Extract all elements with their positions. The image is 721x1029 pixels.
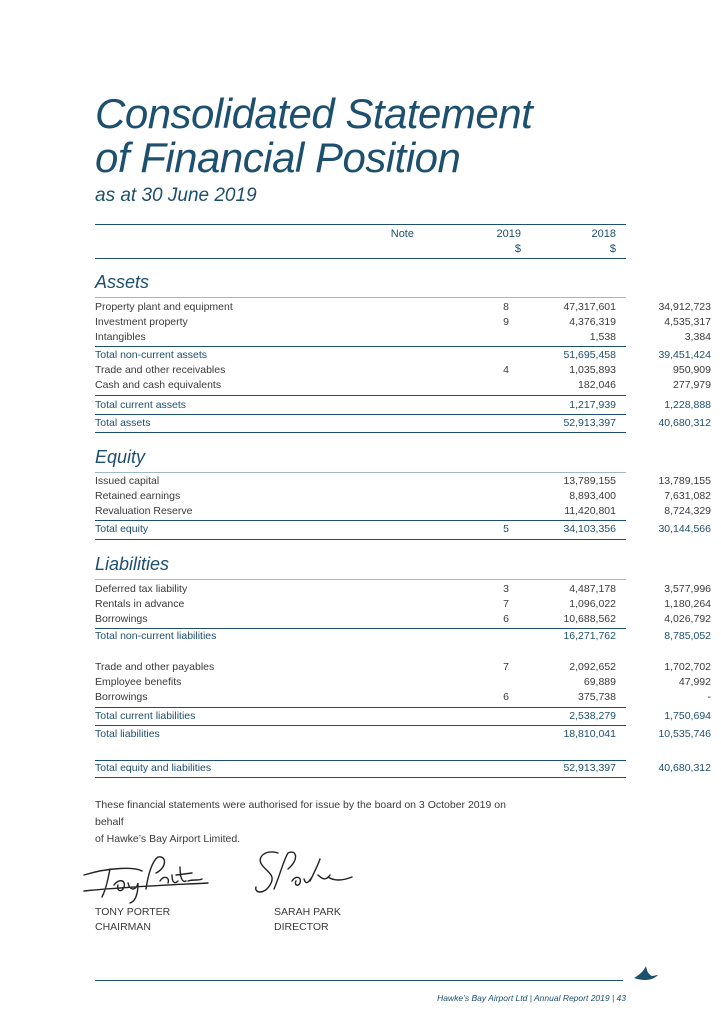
- row-value-2018: 10,535,746: [658, 728, 711, 740]
- row-value-2018: 4,026,792: [664, 613, 711, 625]
- table-row: [95, 597, 711, 612]
- row-value-2018: 1,750,694: [664, 710, 711, 722]
- total-rule: [95, 432, 626, 433]
- table-row: [95, 378, 711, 393]
- row-label: Cash and cash equivalents: [95, 379, 222, 391]
- title-line-2: of Financial Position: [95, 134, 461, 181]
- row-value-2018: 1,228,888: [664, 399, 711, 411]
- page-subtitle: as at 30 June 2019: [95, 185, 257, 206]
- row-value-2018: 3,577,996: [664, 583, 711, 595]
- row-value-2018: 7,631,082: [664, 490, 711, 502]
- signatory-name: TONY PORTER: [95, 906, 171, 918]
- table-row: [95, 675, 711, 690]
- row-value-2019: 1,538: [589, 331, 616, 343]
- title-line-1: Consolidated Statement: [95, 90, 533, 137]
- signatory-name: SARAH PARK: [274, 906, 341, 918]
- subtotal-rule: [95, 520, 626, 521]
- row-value-2018: -: [707, 691, 711, 703]
- row-value-2018: 277,979: [673, 379, 711, 391]
- row-label: Employee benefits: [95, 676, 182, 688]
- row-value-2019: 8,893,400: [569, 490, 616, 502]
- row-label: Total liabilities: [95, 728, 160, 740]
- row-value-2019: 10,688,562: [563, 613, 616, 625]
- total-row: [95, 522, 711, 537]
- row-value-2019: 1,035,893: [569, 364, 616, 376]
- row-value-2019: 1,217,939: [569, 399, 616, 411]
- row-label: Intangibles: [95, 331, 146, 343]
- total-row: [95, 727, 711, 742]
- total-row: [95, 348, 711, 363]
- row-label: Property plant and equipment: [95, 301, 233, 313]
- row-value-2018: 1,180,264: [664, 598, 711, 610]
- row-label: Total non-current liabilities: [95, 630, 217, 642]
- row-value-2018: 13,789,155: [658, 475, 711, 487]
- signatory-tony-porter: [95, 905, 170, 935]
- signatory-role: DIRECTOR: [274, 921, 329, 933]
- row-value-2019: 11,420,801: [564, 505, 616, 517]
- row-value-2019: 4,487,178: [569, 583, 616, 595]
- table-row: [95, 489, 711, 504]
- row-label: Total current assets: [95, 399, 187, 411]
- section-heading-equity: Equity: [95, 447, 146, 467]
- row-label: Total non-current assets: [95, 349, 208, 361]
- authorisation-line-2: of Hawke’s Bay Airport Limited.: [95, 833, 241, 845]
- row-value-2018: 950,909: [673, 364, 711, 376]
- column-header-2019: 2019: [496, 228, 521, 240]
- table-row: [95, 660, 711, 675]
- signatory-sarah-park: [274, 905, 341, 935]
- table-row: [95, 690, 711, 705]
- header-bottom-rule: [95, 258, 626, 259]
- row-note: 5: [503, 523, 509, 535]
- section-rule: [95, 472, 626, 473]
- row-label: Total equity and liabilities: [95, 762, 212, 774]
- row-label: Total equity: [95, 523, 149, 535]
- subtotal-rule: [95, 707, 626, 708]
- row-note: 9: [503, 316, 509, 328]
- row-label: Total assets: [95, 417, 151, 429]
- signature-tony-porter: [80, 845, 210, 905]
- table-row: [95, 474, 711, 489]
- row-label: Revaluation Reserve: [95, 505, 193, 517]
- page-footer: Hawke’s Bay Airport Ltd | Annual Report 2019 | 43: [437, 993, 626, 1003]
- total-row: [95, 398, 711, 413]
- table-row: [95, 582, 711, 597]
- row-value-2019: 52,913,397: [563, 417, 616, 429]
- row-label: Trade and other payables: [95, 661, 215, 673]
- grand-total-bottom-rule: [95, 777, 626, 778]
- row-note: 6: [503, 613, 509, 625]
- row-value-2019: 52,913,397: [563, 762, 616, 774]
- row-value-2019: 47,317,601: [563, 301, 616, 313]
- authorisation-note: [95, 797, 535, 848]
- section-heading-liabilities: Liabilities: [95, 554, 170, 574]
- table-row: [95, 363, 711, 378]
- table-row: [95, 612, 711, 627]
- section-rule: [95, 297, 626, 298]
- row-label: Issued capital: [95, 475, 160, 487]
- row-value-2019: 69,889: [583, 676, 616, 688]
- authorisation-line-1: These financial statements were authorised for issue by the board on 3 October 2019 on behalf: [95, 799, 506, 828]
- subtotal-rule: [95, 414, 626, 415]
- total-row: [95, 709, 711, 724]
- footer-rule: [95, 980, 623, 981]
- row-note: 8: [503, 301, 509, 313]
- header-top-rule: [95, 224, 626, 225]
- subtotal-rule: [95, 346, 626, 347]
- column-header-2018: 2018: [591, 228, 616, 240]
- section-rule: [95, 579, 626, 580]
- row-label: Trade and other receivables: [95, 364, 226, 376]
- row-label: Borrowings: [95, 613, 148, 625]
- table-row: [95, 330, 711, 345]
- row-value-2019: 2,538,279: [569, 710, 616, 722]
- row-value-2018: 30,144,566: [658, 523, 711, 535]
- row-value-2018: 34,912,723: [658, 301, 711, 313]
- row-note: 4: [503, 364, 509, 376]
- table-row: [95, 315, 711, 330]
- row-value-2019: 16,271,762: [563, 630, 616, 642]
- row-value-2019: 13,789,155: [563, 475, 616, 487]
- row-value-2019: 182,046: [578, 379, 616, 391]
- row-note: 3: [503, 583, 509, 595]
- row-label: Deferred tax liability: [95, 583, 188, 595]
- row-label: Rentals in advance: [95, 598, 185, 610]
- subtotal-rule: [95, 725, 626, 726]
- subtotal-rule: [95, 395, 626, 396]
- row-label: Retained earnings: [95, 490, 181, 502]
- total-row: [95, 629, 711, 644]
- row-value-2019: 2,092,652: [569, 661, 616, 673]
- hawk-logo-icon: [633, 964, 659, 982]
- row-label: Borrowings: [95, 691, 148, 703]
- row-value-2018: 39,451,424: [658, 349, 711, 361]
- row-note: 7: [503, 598, 509, 610]
- row-label: Total current liabilities: [95, 710, 196, 722]
- row-value-2018: 3,384: [684, 331, 711, 343]
- signatory-role: CHAIRMAN: [95, 921, 152, 933]
- page-title: [95, 92, 532, 180]
- row-value-2018: 8,785,052: [664, 630, 711, 642]
- section-heading-assets: Assets: [95, 272, 150, 292]
- row-value-2019: 375,738: [578, 691, 616, 703]
- row-value-2019: 51,695,458: [563, 349, 616, 361]
- row-value-2018: 1,702,702: [664, 661, 711, 673]
- row-note: 6: [503, 691, 509, 703]
- row-value-2019: 1,096,022: [569, 598, 616, 610]
- total-row: [95, 416, 711, 431]
- row-note: 7: [503, 661, 509, 673]
- total-rule: [95, 539, 626, 540]
- row-value-2018: 8,724,329: [664, 505, 711, 517]
- column-unit-2018: $: [609, 243, 616, 255]
- signature-sarah-park: [248, 845, 360, 903]
- grand-total-row: [95, 761, 711, 776]
- row-value-2019: 18,810,041: [563, 728, 616, 740]
- table-row: [95, 300, 711, 315]
- row-value-2019: 34,103,356: [563, 523, 616, 535]
- table-row: [95, 504, 711, 519]
- row-value-2019: 4,376,319: [569, 316, 616, 328]
- row-value-2018: 4,535,317: [664, 316, 711, 328]
- row-label: Investment property: [95, 316, 188, 328]
- row-value-2018: 47,992: [678, 676, 711, 688]
- row-value-2018: 40,680,312: [658, 762, 711, 774]
- row-value-2018: 40,680,312: [658, 417, 711, 429]
- column-unit-2019: $: [514, 243, 521, 255]
- column-header-note: Note: [390, 228, 414, 240]
